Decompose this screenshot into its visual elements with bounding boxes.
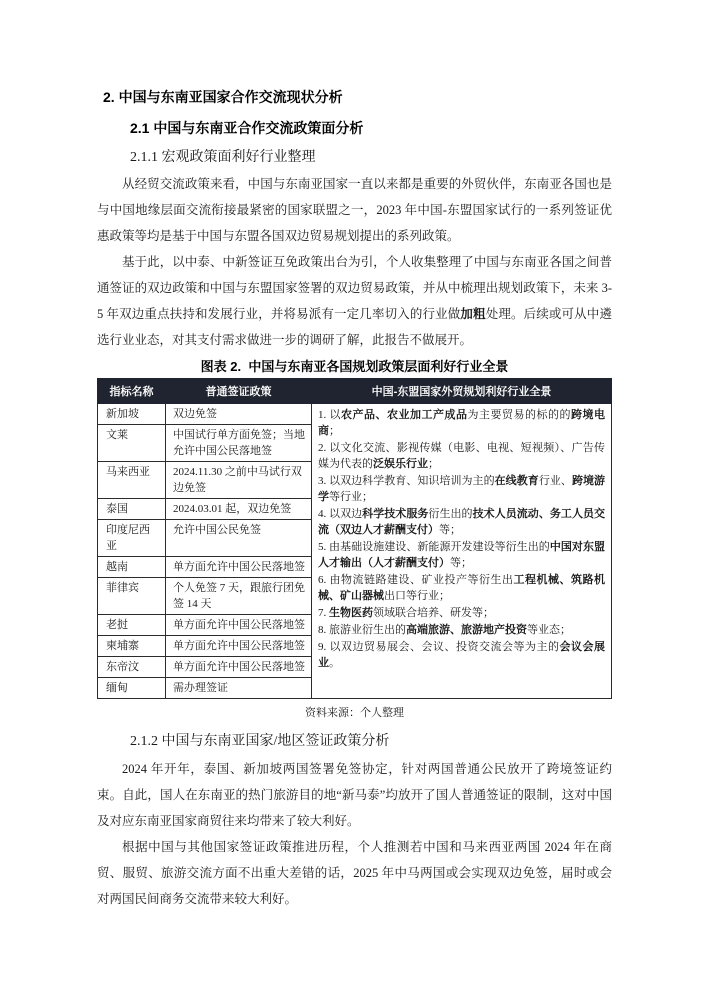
industry-item bbox=[318, 473, 605, 505]
text-run: 3. 以双边科学教育、知识培训为主的 bbox=[318, 475, 495, 487]
text-run: 等； bbox=[439, 524, 461, 536]
text-run: 等业态； bbox=[527, 624, 571, 636]
visa-table-body bbox=[98, 404, 612, 699]
industry-item bbox=[318, 605, 605, 621]
figure-caption: 图表 2. 中国与东南亚各国规划政策层面利好行业全景 bbox=[200, 359, 509, 374]
text-run: 出口等行业； bbox=[384, 590, 450, 602]
text-run: 基于此，以中泰、中新签证互免政策出台为引，个人收集整理了中国与东南亚各国之间普通签证的双边政策和中国与东盟国家签署的双边贸易政策，并从中梳理出规划政策下，未来 3-5 年双边重点扶持和发展行业，并将易派有一定几率切入的行业做 bbox=[97, 255, 612, 321]
text-run: ； bbox=[329, 425, 340, 437]
text-run: 衍生出的 bbox=[428, 508, 473, 520]
heading-section-2-1-1: 2.1.1 宏观政策面利好行业整理 bbox=[130, 150, 316, 165]
industry-item bbox=[318, 539, 605, 571]
visa-policy-cell: 2024.11.30 之前中马试行双边免签 bbox=[166, 462, 312, 499]
text-run: 7. bbox=[318, 607, 329, 619]
bold-text-run: 会议会展业 bbox=[318, 641, 605, 669]
bold-text-run: 技术人员流动、务工人员交流（双边人才薪酬支付） bbox=[318, 508, 606, 536]
bold-text-run: 高端旅游、旅游地产投资 bbox=[406, 624, 527, 636]
country-cell: 菲律宾 bbox=[98, 578, 166, 615]
industry-item bbox=[318, 407, 605, 439]
visa-policy-table bbox=[97, 378, 612, 699]
country-cell: 东帝汶 bbox=[98, 657, 166, 678]
industries-cell bbox=[312, 404, 612, 699]
visa-policy-cell: 允许中国公民免签 bbox=[166, 520, 312, 557]
country-cell: 缅甸 bbox=[98, 678, 166, 699]
text-run: 9. 以双边贸易展会、会议、投资交流会等为主的 bbox=[318, 641, 560, 653]
visa-policy-cell: 双边免签 bbox=[166, 404, 312, 425]
paragraph-trade-policy-overview: 从经贸交流政策来看，中国与东南亚国家一直以来都是重要的外贸伙伴，东南亚各国也是与中国地缘层面交流衔接最紧密的国家联盟之一，2023 年中国-东盟国家试行的一系列签证优惠政策等均是基于中国与东盟各国双边贸易规划提出的系列政策。 bbox=[97, 177, 612, 243]
country-cell: 新加坡 bbox=[98, 404, 166, 425]
bold-text-run: 加粗 bbox=[460, 307, 486, 321]
country-cell: 马来西亚 bbox=[98, 462, 166, 499]
country-cell: 泰国 bbox=[98, 499, 166, 520]
visa-policy-cell: 单方面允许中国公民落地签 bbox=[166, 557, 312, 578]
industry-item bbox=[318, 506, 605, 538]
industry-item bbox=[318, 572, 605, 604]
paragraph-malaysia-forecast: 根据中国与其他国家签证政策推进历程，个人推测若中国和马来西亚两国 2024 年在商贸、服贸、旅游交流方面不出重大差错的话，2025 年中马两国或会实现双边免签，届时或会对两国民间商务交流带来较大利好。 bbox=[97, 840, 612, 906]
industry-item bbox=[318, 639, 605, 671]
country-cell: 柬埔寨 bbox=[98, 636, 166, 657]
bold-text-run: 泛娱乐行业 bbox=[373, 458, 428, 470]
visa-policy-cell: 单方面允许中国公民落地签 bbox=[166, 657, 312, 678]
table-header-visa-policy: 普通签证政策 bbox=[166, 379, 312, 404]
heading-section-2-1: 2.1 中国与东南亚合作交流政策面分析 bbox=[130, 120, 364, 136]
bold-text-run: 中国对东盟人才输出（人才薪酬支付） bbox=[318, 541, 606, 569]
text-run: 等行业； bbox=[329, 491, 373, 503]
country-cell: 印度尼西亚 bbox=[98, 520, 166, 557]
text-run: 。 bbox=[329, 657, 340, 669]
bold-text-run: 工程机械、筑路机械、矿山器械 bbox=[318, 574, 605, 602]
bold-text-run: 跨境电商 bbox=[318, 409, 605, 437]
bold-text-run: 跨境游学 bbox=[318, 475, 606, 503]
text-run: 行业、 bbox=[538, 475, 572, 487]
text-run: 4. 以双边 bbox=[318, 508, 363, 520]
country-cell: 文莱 bbox=[98, 425, 166, 462]
country-cell: 越南 bbox=[98, 557, 166, 578]
bold-text-run: 在线教育 bbox=[494, 475, 539, 487]
text-run: 领域联合培养、研发等； bbox=[373, 607, 494, 619]
industry-item bbox=[318, 622, 605, 638]
text-run: ； bbox=[428, 458, 439, 470]
paragraph-visa-policy-collection bbox=[97, 249, 612, 353]
text-run: 6. 由物流链路建设、矿业投产等衍生出 bbox=[318, 574, 514, 586]
table-header-indicator: 指标名称 bbox=[98, 379, 166, 404]
visa-policy-cell: 个人免签 7 天，跟旅行团免签 14 天 bbox=[166, 578, 312, 615]
text-run: 5. 由基础设施建设、新能源开发建设等衍生出的 bbox=[318, 541, 550, 553]
figure-source: 资料来源：个人整理 bbox=[305, 707, 404, 719]
text-run: 2. 以文化交流、影视传媒（电影、电视、短视频）、广告传媒为代表的 bbox=[318, 442, 605, 470]
text-run: 为主要贸易的标的的 bbox=[467, 409, 571, 421]
bold-text-run: 生物医药 bbox=[329, 607, 373, 619]
text-run: 等； bbox=[450, 557, 472, 569]
visa-policy-cell: 需办理签证 bbox=[166, 678, 312, 699]
bold-text-run: 农产品、农业加工产成品 bbox=[341, 409, 468, 421]
table-row bbox=[98, 404, 612, 425]
heading-section-2-1-2: 2.1.2 中国与东南亚国家/地区签证政策分析 bbox=[130, 734, 390, 749]
heading-section-2: 2. 中国与东南亚国家合作交流现状分析 bbox=[103, 89, 343, 105]
bold-text-run: 科学技术服务 bbox=[362, 508, 429, 520]
table-header-row bbox=[98, 379, 612, 404]
visa-policy-cell: 2024.03.01 起，双边免签 bbox=[166, 499, 312, 520]
table-header-industries: 中国-东盟国家外贸规划利好行业全景 bbox=[312, 379, 612, 404]
visa-policy-cell: 中国试行单方面免签；当地允许中国公民落地签 bbox=[166, 425, 312, 462]
visa-policy-cell: 单方面允许中国公民落地签 bbox=[166, 615, 312, 636]
industry-item bbox=[318, 440, 605, 472]
text-run: 8. 旅游业衍生出的 bbox=[318, 624, 406, 636]
paragraph-2024-visa-agreements: 2024 年开年，泰国、新加坡两国签署免签协定，针对两国普通公民放开了跨境签证约束。自此，国人在东南亚的热门旅游目的地“新马泰”均放开了国人普通签证的限制，这对中国及对应东南亚国家商贸往来均带来了较大利好。 bbox=[97, 762, 612, 828]
country-cell: 老挝 bbox=[98, 615, 166, 636]
text-run: 1. 以 bbox=[318, 409, 341, 421]
visa-policy-cell: 单方面允许中国公民落地签 bbox=[166, 636, 312, 657]
text-run: 处理。后续或可从中遴选行业业态，对其支付需求做进一步的调研了解，此报告不做展开。 bbox=[97, 307, 612, 347]
